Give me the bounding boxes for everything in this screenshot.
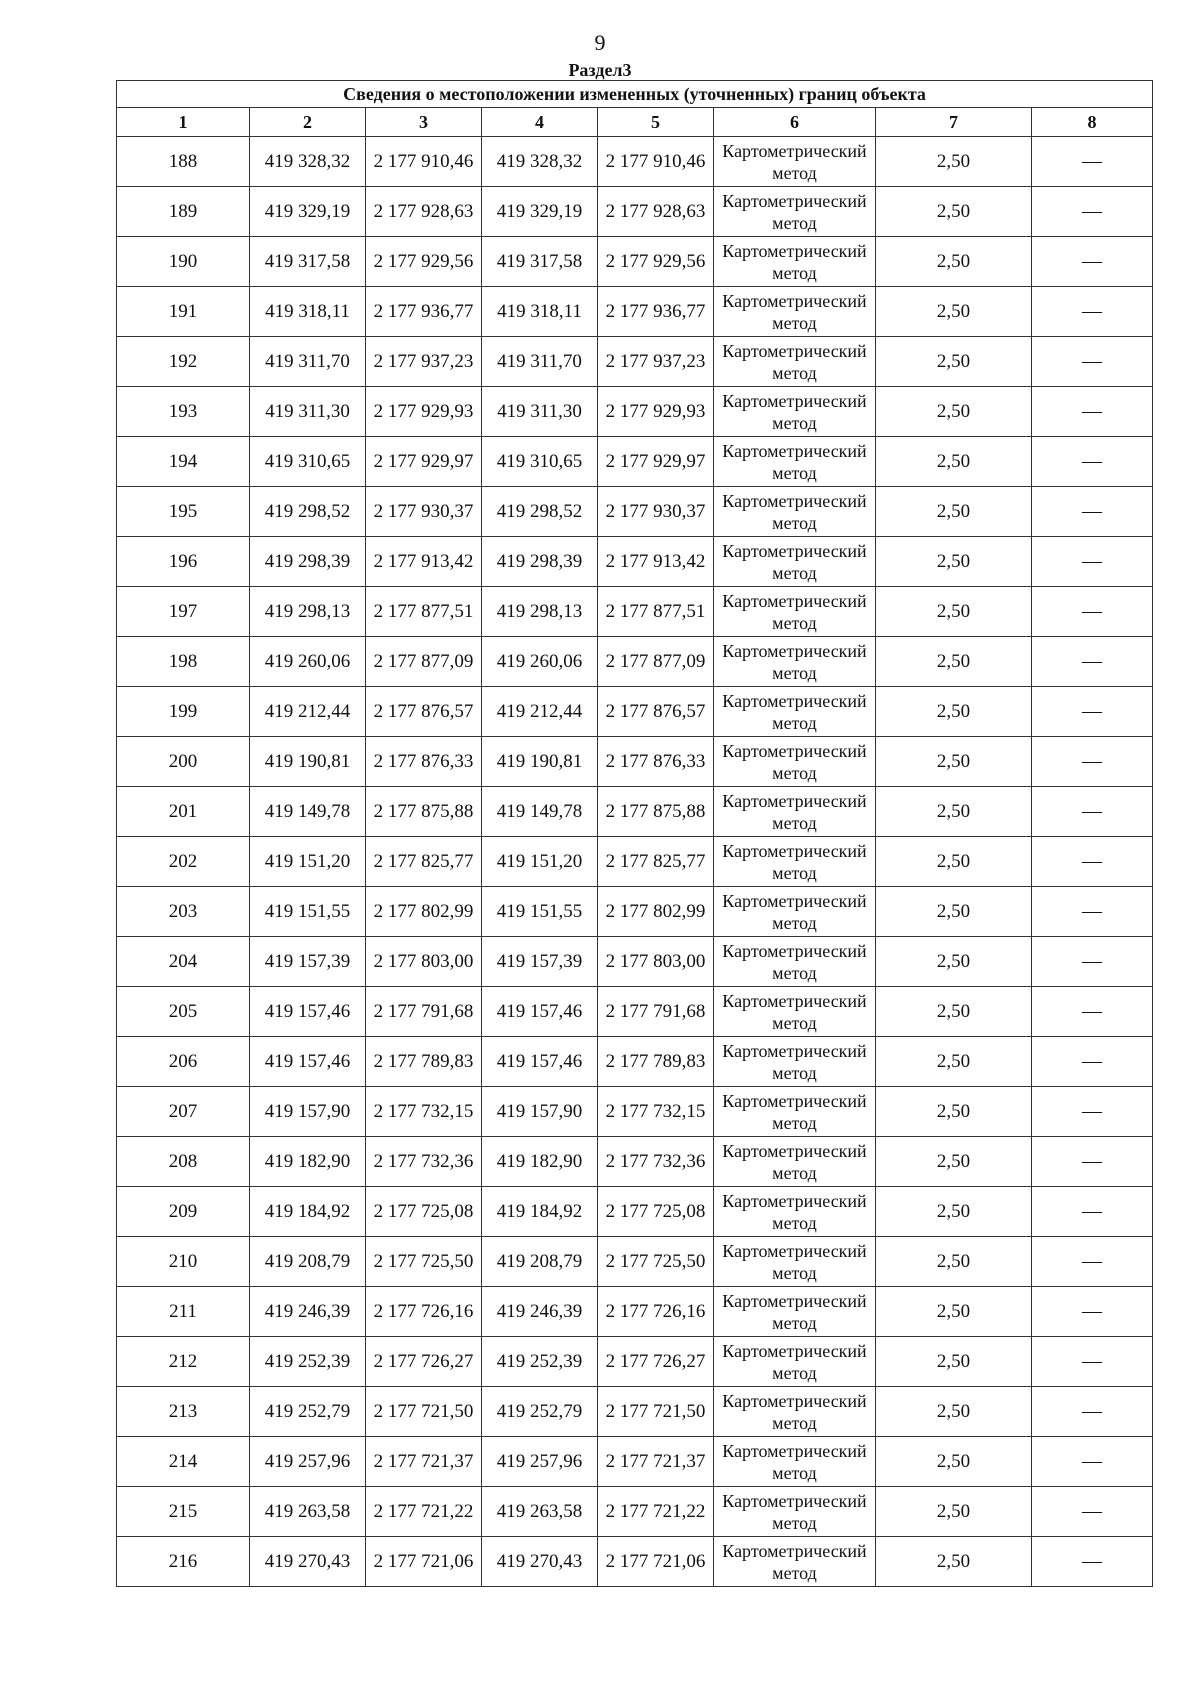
description-cell: — [1032,637,1153,687]
table-row [117,787,1153,837]
accuracy-cell: 2,50 [876,637,1032,687]
table-row [117,687,1153,737]
description-cell: — [1032,1287,1153,1337]
refined-y-cell: 2 177 721,37 [598,1437,714,1487]
table-row [117,1037,1153,1087]
method-cell: Картометрический метод [714,1187,876,1237]
table-row [117,387,1153,437]
table-row [117,187,1153,237]
table-body [117,137,1153,1587]
method-cell: Картометрический метод [714,587,876,637]
accuracy-cell: 2,50 [876,937,1032,987]
accuracy-cell: 2,50 [876,537,1032,587]
method-cell: Картометрический метод [714,887,876,937]
table-row [117,1437,1153,1487]
accuracy-cell: 2,50 [876,1287,1032,1337]
point-number-cell: 197 [117,587,250,637]
refined-y-cell: 2 177 877,09 [598,637,714,687]
point-number-cell: 188 [117,137,250,187]
accuracy-cell: 2,50 [876,287,1032,337]
accuracy-cell: 2,50 [876,837,1032,887]
existing-x-cell: 419 270,43 [250,1537,366,1587]
existing-y-cell: 2 177 803,00 [366,937,482,987]
accuracy-cell: 2,50 [876,787,1032,837]
accuracy-cell: 2,50 [876,587,1032,637]
table-row [117,537,1153,587]
existing-y-cell: 2 177 875,88 [366,787,482,837]
existing-y-cell: 2 177 802,99 [366,887,482,937]
existing-x-cell: 419 157,39 [250,937,366,987]
existing-y-cell: 2 177 928,63 [366,187,482,237]
accuracy-cell: 2,50 [876,1487,1032,1537]
refined-x-cell: 419 318,11 [482,287,598,337]
point-number-cell: 207 [117,1087,250,1137]
refined-x-cell: 419 149,78 [482,787,598,837]
table-caption: Сведения о местоположении измененных (уточненных) границ объекта [117,81,1153,108]
refined-y-cell: 2 177 825,77 [598,837,714,887]
existing-y-cell: 2 177 791,68 [366,987,482,1037]
column-number-header: 7 [876,108,1032,137]
refined-y-cell: 2 177 930,37 [598,487,714,537]
table-row [117,1287,1153,1337]
existing-y-cell: 2 177 725,50 [366,1237,482,1287]
refined-x-cell: 419 190,81 [482,737,598,787]
accuracy-cell: 2,50 [876,1437,1032,1487]
existing-x-cell: 419 157,46 [250,1037,366,1087]
existing-y-cell: 2 177 721,22 [366,1487,482,1537]
column-number-header: 2 [250,108,366,137]
existing-x-cell: 419 184,92 [250,1187,366,1237]
method-cell: Картометрический метод [714,487,876,537]
existing-x-cell: 419 149,78 [250,787,366,837]
description-cell: — [1032,1537,1153,1587]
existing-y-cell: 2 177 877,09 [366,637,482,687]
refined-y-cell: 2 177 937,23 [598,337,714,387]
existing-x-cell: 419 151,20 [250,837,366,887]
refined-x-cell: 419 182,90 [482,1137,598,1187]
method-cell: Картометрический метод [714,1087,876,1137]
method-cell: Картометрический метод [714,687,876,737]
refined-y-cell: 2 177 876,33 [598,737,714,787]
point-number-cell: 204 [117,937,250,987]
existing-y-cell: 2 177 721,37 [366,1437,482,1487]
refined-x-cell: 419 298,13 [482,587,598,637]
existing-x-cell: 419 311,30 [250,387,366,437]
existing-y-cell: 2 177 913,42 [366,537,482,587]
accuracy-cell: 2,50 [876,1187,1032,1237]
existing-y-cell: 2 177 726,16 [366,1287,482,1337]
refined-y-cell: 2 177 929,97 [598,437,714,487]
point-number-cell: 196 [117,537,250,587]
point-number-cell: 203 [117,887,250,937]
description-cell: — [1032,187,1153,237]
existing-y-cell: 2 177 725,08 [366,1187,482,1237]
existing-y-cell: 2 177 929,56 [366,237,482,287]
point-number-cell: 189 [117,187,250,237]
existing-x-cell: 419 257,96 [250,1437,366,1487]
existing-x-cell: 419 329,19 [250,187,366,237]
description-cell: — [1032,1387,1153,1437]
column-number-header: 5 [598,108,714,137]
description-cell: — [1032,937,1153,987]
accuracy-cell: 2,50 [876,987,1032,1037]
existing-x-cell: 419 208,79 [250,1237,366,1287]
refined-x-cell: 419 310,65 [482,437,598,487]
accuracy-cell: 2,50 [876,1537,1032,1587]
description-cell: — [1032,287,1153,337]
refined-y-cell: 2 177 936,77 [598,287,714,337]
existing-y-cell: 2 177 910,46 [366,137,482,187]
refined-x-cell: 419 270,43 [482,1537,598,1587]
description-cell: — [1032,1337,1153,1387]
refined-y-cell: 2 177 726,27 [598,1337,714,1387]
boundary-coordinates-table [116,80,1153,1587]
table-row [117,737,1153,787]
existing-y-cell: 2 177 789,83 [366,1037,482,1087]
refined-x-cell: 419 157,46 [482,987,598,1037]
accuracy-cell: 2,50 [876,237,1032,287]
accuracy-cell: 2,50 [876,887,1032,937]
description-cell: — [1032,737,1153,787]
point-number-cell: 191 [117,287,250,337]
refined-x-cell: 419 298,52 [482,487,598,537]
point-number-cell: 201 [117,787,250,837]
refined-x-cell: 419 252,39 [482,1337,598,1387]
refined-y-cell: 2 177 913,42 [598,537,714,587]
existing-y-cell: 2 177 929,97 [366,437,482,487]
table-row [117,987,1153,1037]
method-cell: Картометрический метод [714,1337,876,1387]
table-row [117,1337,1153,1387]
description-cell: — [1032,1237,1153,1287]
method-cell: Картометрический метод [714,787,876,837]
existing-x-cell: 419 263,58 [250,1487,366,1537]
refined-x-cell: 419 317,58 [482,237,598,287]
method-cell: Картометрический метод [714,137,876,187]
refined-y-cell: 2 177 789,83 [598,1037,714,1087]
point-number-cell: 190 [117,237,250,287]
existing-x-cell: 419 298,39 [250,537,366,587]
page-number: 9 [594,30,606,55]
accuracy-cell: 2,50 [876,487,1032,537]
table-row [117,637,1153,687]
refined-y-cell: 2 177 929,93 [598,387,714,437]
description-cell: — [1032,1487,1153,1537]
method-cell: Картометрический метод [714,1287,876,1337]
existing-y-cell: 2 177 877,51 [366,587,482,637]
existing-x-cell: 419 151,55 [250,887,366,937]
existing-x-cell: 419 157,90 [250,1087,366,1137]
refined-y-cell: 2 177 726,16 [598,1287,714,1337]
refined-y-cell: 2 177 877,51 [598,587,714,637]
existing-y-cell: 2 177 930,37 [366,487,482,537]
accuracy-cell: 2,50 [876,137,1032,187]
refined-x-cell: 419 157,39 [482,937,598,987]
accuracy-cell: 2,50 [876,1337,1032,1387]
refined-x-cell: 419 298,39 [482,537,598,587]
table-row [117,587,1153,637]
description-cell: — [1032,1037,1153,1087]
point-number-cell: 210 [117,1237,250,1287]
method-cell: Картометрический метод [714,987,876,1037]
refined-x-cell: 419 252,79 [482,1387,598,1437]
method-cell: Картометрический метод [714,187,876,237]
refined-x-cell: 419 329,19 [482,187,598,237]
accuracy-cell: 2,50 [876,687,1032,737]
description-cell: — [1032,437,1153,487]
refined-x-cell: 419 263,58 [482,1487,598,1537]
refined-y-cell: 2 177 721,06 [598,1537,714,1587]
refined-x-cell: 419 151,55 [482,887,598,937]
refined-y-cell: 2 177 929,56 [598,237,714,287]
refined-x-cell: 419 328,32 [482,137,598,187]
description-cell: — [1032,1437,1153,1487]
point-number-cell: 195 [117,487,250,537]
method-cell: Картометрический метод [714,537,876,587]
method-cell: Картометрический метод [714,1537,876,1587]
table-row [117,487,1153,537]
existing-x-cell: 419 157,46 [250,987,366,1037]
description-cell: — [1032,787,1153,837]
table-row [117,1387,1153,1437]
existing-x-cell: 419 317,58 [250,237,366,287]
table-row [117,1537,1153,1587]
description-cell: — [1032,1087,1153,1137]
description-cell: — [1032,137,1153,187]
refined-x-cell: 419 311,70 [482,337,598,387]
point-number-cell: 194 [117,437,250,487]
table-row [117,937,1153,987]
method-cell: Картометрический метод [714,387,876,437]
table-row [117,1137,1153,1187]
refined-y-cell: 2 177 928,63 [598,187,714,237]
existing-x-cell: 419 260,06 [250,637,366,687]
point-number-cell: 202 [117,837,250,887]
refined-y-cell: 2 177 910,46 [598,137,714,187]
point-number-cell: 200 [117,737,250,787]
method-cell: Картометрический метод [714,837,876,887]
refined-y-cell: 2 177 721,50 [598,1387,714,1437]
table-row [117,837,1153,887]
point-number-cell: 199 [117,687,250,737]
existing-x-cell: 419 328,32 [250,137,366,187]
table-row [117,1487,1153,1537]
accuracy-cell: 2,50 [876,1037,1032,1087]
accuracy-cell: 2,50 [876,1137,1032,1187]
refined-y-cell: 2 177 802,99 [598,887,714,937]
existing-x-cell: 419 310,65 [250,437,366,487]
point-number-cell: 212 [117,1337,250,1387]
accuracy-cell: 2,50 [876,1237,1032,1287]
existing-y-cell: 2 177 936,77 [366,287,482,337]
existing-x-cell: 419 182,90 [250,1137,366,1187]
existing-x-cell: 419 318,11 [250,287,366,337]
column-number-header: 1 [117,108,250,137]
refined-x-cell: 419 184,92 [482,1187,598,1237]
accuracy-cell: 2,50 [876,437,1032,487]
point-number-cell: 211 [117,1287,250,1337]
refined-x-cell: 419 157,46 [482,1037,598,1087]
method-cell: Картометрический метод [714,337,876,387]
table-row [117,287,1153,337]
refined-y-cell: 2 177 725,50 [598,1237,714,1287]
method-cell: Картометрический метод [714,1387,876,1437]
existing-x-cell: 419 252,79 [250,1387,366,1437]
existing-x-cell: 419 298,52 [250,487,366,537]
table-row [117,137,1153,187]
refined-x-cell: 419 246,39 [482,1287,598,1337]
refined-x-cell: 419 151,20 [482,837,598,887]
description-cell: — [1032,1187,1153,1237]
method-cell: Картометрический метод [714,937,876,987]
column-number-header: 8 [1032,108,1153,137]
existing-y-cell: 2 177 876,33 [366,737,482,787]
refined-y-cell: 2 177 803,00 [598,937,714,987]
description-cell: — [1032,487,1153,537]
accuracy-cell: 2,50 [876,1087,1032,1137]
point-number-cell: 214 [117,1437,250,1487]
section-title: Раздел3 [568,60,632,80]
point-number-cell: 213 [117,1387,250,1437]
point-number-cell: 205 [117,987,250,1037]
refined-y-cell: 2 177 732,15 [598,1087,714,1137]
method-cell: Картометрический метод [714,1237,876,1287]
method-cell: Картометрический метод [714,1037,876,1087]
method-cell: Картометрический метод [714,437,876,487]
description-cell: — [1032,237,1153,287]
refined-y-cell: 2 177 791,68 [598,987,714,1037]
refined-y-cell: 2 177 876,57 [598,687,714,737]
table-row [117,1087,1153,1137]
column-number-header: 3 [366,108,482,137]
description-cell: — [1032,687,1153,737]
method-cell: Картометрический метод [714,1137,876,1187]
method-cell: Картометрический метод [714,737,876,787]
point-number-cell: 216 [117,1537,250,1587]
method-cell: Картометрический метод [714,1437,876,1487]
refined-y-cell: 2 177 875,88 [598,787,714,837]
refined-x-cell: 419 260,06 [482,637,598,687]
existing-y-cell: 2 177 929,93 [366,387,482,437]
column-number-header: 6 [714,108,876,137]
method-cell: Картометрический метод [714,637,876,687]
refined-x-cell: 419 257,96 [482,1437,598,1487]
existing-x-cell: 419 298,13 [250,587,366,637]
refined-y-cell: 2 177 721,22 [598,1487,714,1537]
method-cell: Картометрический метод [714,287,876,337]
refined-x-cell: 419 208,79 [482,1237,598,1287]
refined-y-cell: 2 177 732,36 [598,1137,714,1187]
description-cell: — [1032,587,1153,637]
description-cell: — [1032,1137,1153,1187]
column-number-row [117,108,1153,137]
table-row [117,887,1153,937]
description-cell: — [1032,387,1153,437]
refined-x-cell: 419 212,44 [482,687,598,737]
existing-y-cell: 2 177 937,23 [366,337,482,387]
refined-x-cell: 419 311,30 [482,387,598,437]
accuracy-cell: 2,50 [876,187,1032,237]
point-number-cell: 208 [117,1137,250,1187]
existing-y-cell: 2 177 732,15 [366,1087,482,1137]
method-cell: Картометрический метод [714,1487,876,1537]
point-number-cell: 206 [117,1037,250,1087]
description-cell: — [1032,987,1153,1037]
existing-y-cell: 2 177 876,57 [366,687,482,737]
existing-y-cell: 2 177 721,50 [366,1387,482,1437]
existing-x-cell: 419 212,44 [250,687,366,737]
table-row [117,1237,1153,1287]
table-row [117,237,1153,287]
existing-x-cell: 419 246,39 [250,1287,366,1337]
point-number-cell: 193 [117,387,250,437]
existing-y-cell: 2 177 721,06 [366,1537,482,1587]
existing-y-cell: 2 177 825,77 [366,837,482,887]
description-cell: — [1032,887,1153,937]
accuracy-cell: 2,50 [876,387,1032,437]
point-number-cell: 215 [117,1487,250,1537]
point-number-cell: 209 [117,1187,250,1237]
point-number-cell: 198 [117,637,250,687]
table-row [117,437,1153,487]
accuracy-cell: 2,50 [876,1387,1032,1437]
existing-y-cell: 2 177 732,36 [366,1137,482,1187]
description-cell: — [1032,337,1153,387]
description-cell: — [1032,837,1153,887]
existing-x-cell: 419 311,70 [250,337,366,387]
existing-x-cell: 419 190,81 [250,737,366,787]
table-row [117,337,1153,387]
accuracy-cell: 2,50 [876,737,1032,787]
method-cell: Картометрический метод [714,237,876,287]
accuracy-cell: 2,50 [876,337,1032,387]
existing-y-cell: 2 177 726,27 [366,1337,482,1387]
table-row [117,1187,1153,1237]
refined-x-cell: 419 157,90 [482,1087,598,1137]
existing-x-cell: 419 252,39 [250,1337,366,1387]
description-cell: — [1032,537,1153,587]
point-number-cell: 192 [117,337,250,387]
column-number-header: 4 [482,108,598,137]
refined-y-cell: 2 177 725,08 [598,1187,714,1237]
